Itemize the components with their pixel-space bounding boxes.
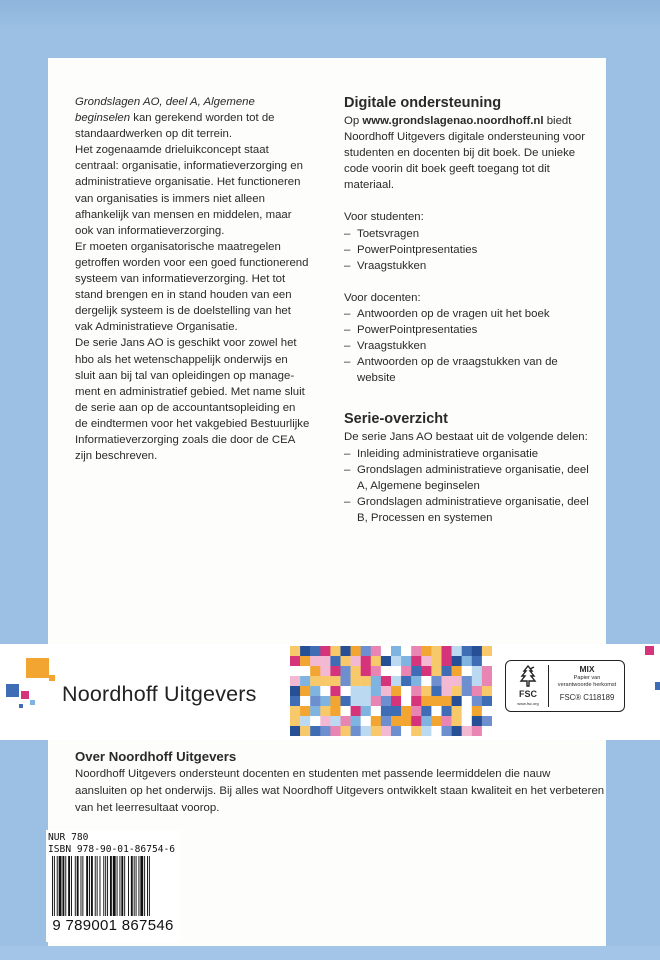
fsc-code: FSC® C118189: [559, 693, 615, 702]
intro-paragraph: [75, 94, 311, 142]
fsc-desc-1: Papier van: [573, 675, 601, 681]
fsc-word: FSC: [519, 689, 537, 699]
list-item: – Antwoorden op de vraagstukken van de website: [344, 354, 594, 386]
description-column: [75, 94, 311, 464]
students-label: Voor studenten:: [344, 211, 424, 224]
publisher-name: Noordhoff Uitgevers: [62, 682, 257, 706]
list-item: – Grondslagen administratieve organisatie, deel A, Algemene beginselen: [344, 462, 594, 494]
fsc-mix: MIX: [579, 664, 595, 674]
fsc-tree-icon: [516, 664, 540, 688]
fsc-url: www.fsc.org: [517, 701, 539, 706]
paragraph-series: De serie Jans AO is geschikt voor zowel het hbo als het wetenschappelijk onderwijs en sluit aan bij tal van opleidingen op management en administratief gebied. Met name sluit de serie aan op de accountantsopleiding en de eindtermen voor het vakgebied Bestuurlijke Informatieverzorging zoals die door de CEA zijn beschreven.: [75, 337, 310, 463]
digital-text-post: biedt Noordhoff Uitgevers digitale ondersteuning voor studenten en docenten bij dit boek. De unieke code voorin dit boek geeft toegang tot dit materiaal.: [344, 115, 586, 192]
fsc-logo: [510, 664, 546, 708]
list-item: – Vraagstukken: [344, 338, 594, 354]
about-text: Noordhoff Uitgevers ondersteunt docenten en studenten met passende leermiddelen die nauw aansluiten op het onderwijs. Bij alles wat Noordhoff Uitgevers ontwikkelt staan kwaliteit en het verbeteren van het leerresultaat voorop.: [75, 768, 605, 814]
barcode-meta: [48, 832, 175, 855]
series-heading: Serie-overzicht: [344, 411, 448, 428]
intro-rest: kan gerekend worden tot de standaardwerken op dit terrein.: [75, 112, 275, 141]
edge-squares-icon: [643, 644, 660, 694]
about-heading: Over Noordhoff Uitgevers: [75, 749, 237, 764]
cover-bottom-edge: [0, 946, 660, 960]
digital-text: [344, 113, 594, 193]
list-item: – PowerPointpresentaties: [344, 242, 594, 258]
list-item: – Antwoorden op de vragen uit het boek: [344, 306, 594, 322]
barcode-icon: [48, 856, 180, 918]
fsc-text: [550, 664, 624, 703]
list-item: – Vraagstukken: [344, 258, 594, 274]
list-item: – Toetsvragen: [344, 226, 594, 242]
list-item: – Grondslagen administratieve organisatie, deel B, Processen en systemen: [344, 494, 594, 526]
digital-heading: Digitale ondersteuning: [344, 95, 502, 111]
fsc-desc-2: verantwoorde herkomst: [557, 682, 617, 688]
series-intro: De serie Jans AO bestaat uit de volgende delen:: [344, 431, 588, 444]
list-item: – Inleiding administratieve organisatie: [344, 446, 594, 462]
teachers-label: Voor docenten:: [344, 291, 421, 304]
book-title-italic: Grondslagen AO, deel A, Algemene beginselen: [75, 96, 255, 125]
noordhoff-logo-icon: [6, 658, 58, 720]
website-link[interactable]: www.grondslagenao.noordhoff.nl: [362, 115, 544, 127]
series-list: [344, 446, 594, 526]
barcode-digits: 9 789001 867546: [52, 917, 174, 934]
cover-top-edge: [0, 0, 660, 30]
about-publisher: [75, 748, 605, 816]
color-mosaic-pattern: [290, 646, 492, 736]
list-item: – PowerPointpresentaties: [344, 322, 594, 338]
digital-text-pre: Op: [344, 115, 363, 127]
nur-code: NUR 780: [48, 832, 89, 843]
support-column: [344, 94, 594, 526]
paragraph-measures: Er moeten organisatorische maatregelen getroffen worden voor een goed functionerend systeem van informatieverzorging. Het tot stand brengen en in stand houden van een dergelijk systeem is de doelstelling van het vak Administratieve Organisatie.: [75, 240, 309, 334]
teachers-list: [344, 306, 594, 386]
students-list: [344, 226, 594, 274]
fsc-label: [505, 660, 625, 712]
isbn-code: ISBN 978-90-01-86754-6: [48, 843, 176, 855]
paragraph-concept: Het zogenaamde drieluikconcept staat centraal: organisatie, informatieverzorging en administratieve organisatie. Het functioneren van organisaties is immers niet alleen afhankelijk van mensen en middelen, maar ook van informatieverzorging.: [75, 144, 303, 237]
fsc-divider: [548, 665, 549, 707]
